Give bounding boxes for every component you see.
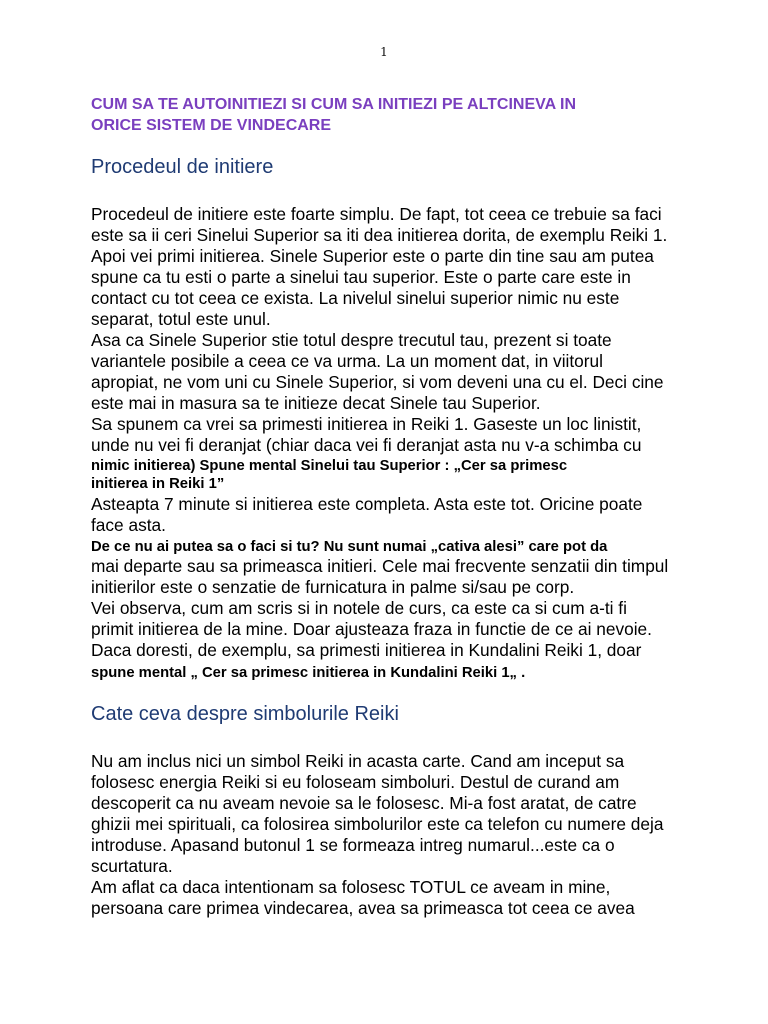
paragraph-line: De ce nu ai putea sa o faci si tu? Nu sunt numai „cativa alesi” care pot da [91,539,608,555]
paragraph-line: initierea in Reiki 1” [91,476,225,492]
paragraph-line: este sa ii ceri Sinelui Superior sa iti dea initierea dorita, de exemplu Reiki 1. [91,225,668,245]
paragraph-line: Daca doresti, de exemplu, sa primesti initierea in Kundalini Reiki 1, doar [91,640,642,660]
paragraph-line: Am aflat ca daca intentionam sa folosesc TOTUL ce aveam in mine, [91,877,611,897]
paragraph-line: scurtatura. [91,856,173,876]
paragraph-line: variantele posibile a ceea ce va urma. La un moment dat, in viitorul [91,351,603,371]
paragraph-line: Asteapta 7 minute si initierea este completa. Asta este tot. Oricine poate [91,494,643,514]
paragraph-line: persoana care primea vindecarea, avea sa primeasca tot ceea ce avea [91,898,635,918]
paragraph-line: Vei observa, cum am scris si in notele de curs, ca este ca si cum a-ti fi [91,598,627,618]
paragraph-line: face asta. [91,515,166,535]
paragraph-line: initierilor este o senzatie de furnicatura in palme si/sau pe corp. [91,577,575,597]
paragraph-line: unde nu vei fi deranjat (chiar daca vei fi deranjat asta nu v-a schimba cu [91,435,642,455]
paragraph-line: Asa ca Sinele Superior stie totul despre trecutul tau, prezent si toate [91,330,612,350]
page-number: 1 [380,45,388,59]
paragraph-line: Apoi vei primi initierea. Sinele Superior este o parte din tine sau am putea [91,246,654,266]
section-heading-symbols: Cate ceva despre simbolurile Reiki [91,703,399,725]
paragraph-line: separat, totul este unul. [91,309,271,329]
paragraph-line: este mai in masura sa te initieze decat Sinele tau Superior. [91,393,541,413]
paragraph-line: Sa spunem ca vrei sa primesti initierea in Reiki 1. Gaseste un loc linistit, [91,414,642,434]
paragraph-line: ghizii mei spirituali, ca folosirea simbolurilor este ca telefon cu numere deja [91,814,664,834]
paragraph-line: nimic initierea) Spune mental Sinelui tau Superior : „Cer sa primesc [91,458,568,474]
paragraph-line: mai departe sau sa primeasca initieri. Cele mai frecvente senzatii din timpul [91,556,669,576]
paragraph-line: apropiat, ne vom uni cu Sinele Superior, si vom deveni una cu el. Deci cine [91,372,664,392]
paragraph-line: contact cu tot ceea ce exista. La nivelul sinelui superior nimic nu este [91,288,620,308]
paragraph-line: primit initierea de la mine. Doar ajusteaza fraza in functie de ce ai nevoie. [91,619,652,639]
section-heading-initiation: Procedeul de initiere [91,156,274,178]
paragraph-line: spune ca tu esti o parte a sinelui tau superior. Este o parte care este in [91,267,631,287]
title-line: ORICE SISTEM DE VINDECARE [91,117,332,134]
paragraph-line: Procedeul de initiere este foarte simplu. De fapt, tot ceea ce trebuie sa faci [91,204,662,224]
paragraph-line: folosesc energia Reiki si eu foloseam simboluri. Destul de curand am [91,772,620,792]
document-title [91,94,691,136]
paragraph-line: spune mental „ Cer sa primesc initierea in Kundalini Reiki 1„ . [91,665,526,681]
paragraph-line: descoperit ca nu aveam nevoie sa le folosesc. Mi-a fost aratat, de catre [91,793,637,813]
paragraph-line: Nu am inclus nici un simbol Reiki in acasta carte. Cand am inceput sa [91,751,625,771]
title-line: CUM SA TE AUTOINITIEZI SI CUM SA INITIEZI PE ALTCINEVA IN [91,96,577,113]
paragraph-line: introduse. Apasand butonul 1 se formeaza intreg numarul...este ca o [91,835,615,855]
